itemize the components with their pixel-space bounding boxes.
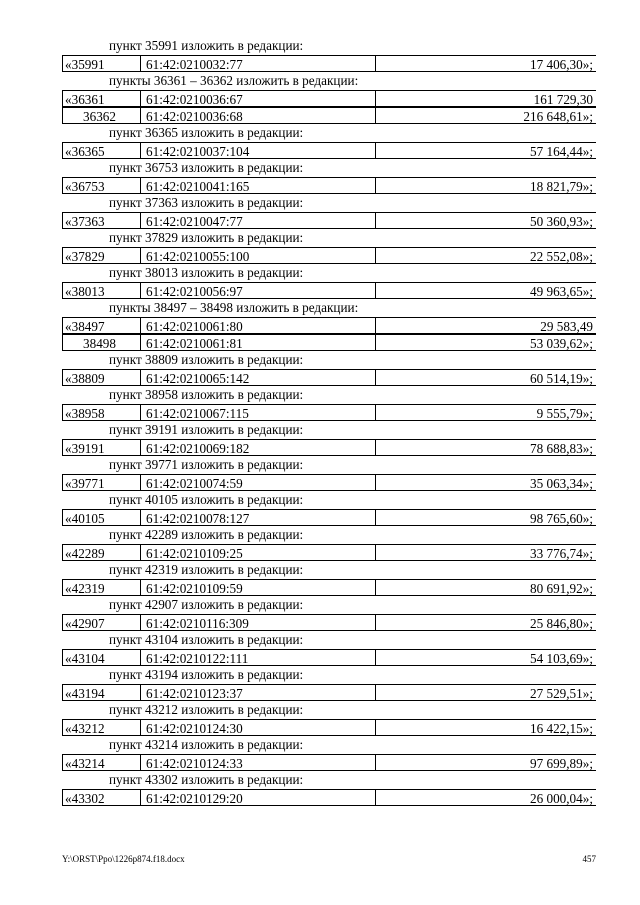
amount-cell: 53 039,62»; — [375, 335, 596, 350]
item-number-cell: «42907 — [62, 615, 140, 630]
cadastral-number-cell: 61:42:0210123:37 — [140, 685, 375, 700]
cadastral-number-cell: 61:42:0210061:81 — [140, 335, 375, 350]
table-row — [62, 614, 596, 631]
table-row — [62, 247, 596, 264]
amount-cell: 50 360,93»; — [375, 213, 596, 228]
section-header: пункты 36361 – 36362 изложить в редакции: — [109, 73, 359, 88]
item-number-cell: «43212 — [62, 720, 140, 735]
item-number-cell: «36753 — [62, 178, 140, 193]
item-number-cell: «40105 — [62, 510, 140, 525]
section-header: пункт 42319 изложить в редакции: — [109, 562, 304, 577]
item-number-cell: 38498 — [62, 335, 140, 350]
amount-cell: 216 648,61»; — [375, 108, 596, 123]
amount-cell: 25 846,80»; — [375, 615, 596, 630]
cadastral-number-cell: 61:42:0210067:115 — [140, 405, 375, 420]
section-header: пункт 39191 изложить в редакции: — [109, 422, 304, 437]
amendment-section — [62, 421, 596, 456]
amendment-section — [62, 666, 596, 701]
table-row — [62, 474, 596, 491]
cadastral-number-cell: 61:42:0210124:30 — [140, 720, 375, 735]
amount-cell: 18 821,79»; — [375, 178, 596, 193]
item-number-cell: «36365 — [62, 143, 140, 158]
table-row — [62, 90, 596, 107]
item-number-cell: «43214 — [62, 755, 140, 770]
item-number-cell: «39191 — [62, 440, 140, 455]
section-header: пункт 35991 изложить в редакции: — [109, 38, 304, 53]
section-header: пункты 38497 – 38498 изложить в редакции: — [109, 300, 359, 315]
amount-cell: 22 552,08»; — [375, 248, 596, 263]
table-row — [62, 369, 596, 386]
table-row — [62, 754, 596, 771]
amount-cell: 57 164,44»; — [375, 143, 596, 158]
page-number: 457 — [582, 854, 596, 864]
amendment-section — [62, 124, 596, 159]
section-header: пункт 40105 изложить в редакции: — [109, 492, 304, 507]
amendment-section — [62, 526, 596, 561]
section-header: пункт 38809 изложить в редакции: — [109, 352, 304, 367]
cadastral-number-cell: 61:42:0210065:142 — [140, 370, 375, 385]
section-header: пункт 36365 изложить в редакции: — [109, 125, 304, 140]
table-row — [62, 544, 596, 561]
amendment-section — [62, 386, 596, 421]
cadastral-number-cell: 61:42:0210056:97 — [140, 283, 375, 298]
cadastral-number-cell: 61:42:0210041:165 — [140, 178, 375, 193]
section-header: пункт 36753 изложить в редакции: — [109, 160, 304, 175]
table-row — [62, 142, 596, 159]
amendment-section — [62, 771, 596, 806]
table-row — [62, 212, 596, 229]
amendment-section — [62, 264, 596, 299]
amount-cell: 27 529,51»; — [375, 685, 596, 700]
amendment-section — [62, 351, 596, 386]
cadastral-number-cell: 61:42:0210124:33 — [140, 755, 375, 770]
page-footer — [62, 854, 596, 864]
amount-cell: 33 776,74»; — [375, 545, 596, 560]
cadastral-number-cell: 61:42:0210055:100 — [140, 248, 375, 263]
cadastral-number-cell: 61:42:0210032:77 — [140, 56, 375, 71]
item-number-cell: «43104 — [62, 650, 140, 665]
table-row — [62, 579, 596, 596]
item-number-cell: 36362 — [62, 108, 140, 123]
item-number-cell: «36361 — [62, 91, 140, 106]
item-number-cell: «42319 — [62, 580, 140, 595]
table-row — [62, 404, 596, 421]
item-number-cell: «42289 — [62, 545, 140, 560]
document-body — [62, 37, 596, 806]
table-row — [62, 317, 596, 334]
amount-cell: 97 699,89»; — [375, 755, 596, 770]
table-row — [62, 649, 596, 666]
table-row — [62, 282, 596, 299]
amount-cell: 54 103,69»; — [375, 650, 596, 665]
section-header: пункт 39771 изложить в редакции: — [109, 457, 304, 472]
table-row — [62, 334, 596, 351]
section-header: пункт 42907 изложить в редакции: — [109, 597, 304, 612]
amendment-section — [62, 631, 596, 666]
cadastral-number-cell: 61:42:0210109:59 — [140, 580, 375, 595]
amendment-section — [62, 596, 596, 631]
cadastral-number-cell: 61:42:0210074:59 — [140, 475, 375, 490]
amendment-section — [62, 229, 596, 264]
amount-cell: 60 514,19»; — [375, 370, 596, 385]
section-header: пункт 43104 изложить в редакции: — [109, 632, 304, 647]
cadastral-number-cell: 61:42:0210061:80 — [140, 318, 375, 333]
amount-cell: 49 963,65»; — [375, 283, 596, 298]
item-number-cell: «38497 — [62, 318, 140, 333]
item-number-cell: «35991 — [62, 56, 140, 71]
amount-cell: 16 422,15»; — [375, 720, 596, 735]
cadastral-number-cell: 61:42:0210069:182 — [140, 440, 375, 455]
section-header: пункт 43302 изложить в редакции: — [109, 772, 304, 787]
cadastral-number-cell: 61:42:0210047:77 — [140, 213, 375, 228]
amount-cell: 29 583,49 — [375, 318, 596, 333]
amendment-section — [62, 456, 596, 491]
item-number-cell: «38958 — [62, 405, 140, 420]
table-row — [62, 107, 596, 124]
file-path: Y:\ORST\Ppo\1226p874.f18.docx — [62, 854, 185, 864]
amendment-section — [62, 37, 596, 72]
cadastral-number-cell: 61:42:0210122:111 — [140, 650, 375, 665]
amount-cell: 78 688,83»; — [375, 440, 596, 455]
table-row — [62, 177, 596, 194]
amendment-section — [62, 194, 596, 229]
cadastral-number-cell: 61:42:0210037:104 — [140, 143, 375, 158]
section-header: пункт 37363 изложить в редакции: — [109, 195, 304, 210]
item-number-cell: «43302 — [62, 790, 140, 805]
cadastral-number-cell: 61:42:0210109:25 — [140, 545, 375, 560]
amendment-section — [62, 72, 596, 124]
item-number-cell: «37363 — [62, 213, 140, 228]
cadastral-number-cell: 61:42:0210036:68 — [140, 108, 375, 123]
section-header: пункт 38958 изложить в редакции: — [109, 387, 304, 402]
cadastral-number-cell: 61:42:0210078:127 — [140, 510, 375, 525]
amendment-section — [62, 299, 596, 351]
section-header: пункт 37829 изложить в редакции: — [109, 230, 304, 245]
table-row — [62, 439, 596, 456]
amount-cell: 98 765,60»; — [375, 510, 596, 525]
section-header: пункт 43194 изложить в редакции: — [109, 667, 304, 682]
amount-cell: 80 691,92»; — [375, 580, 596, 595]
amendment-section — [62, 491, 596, 526]
amount-cell: 26 000,04»; — [375, 790, 596, 805]
item-number-cell: «39771 — [62, 475, 140, 490]
cadastral-number-cell: 61:42:0210116:309 — [140, 615, 375, 630]
item-number-cell: «38809 — [62, 370, 140, 385]
table-row — [62, 684, 596, 701]
table-row — [62, 789, 596, 806]
cadastral-number-cell: 61:42:0210129:20 — [140, 790, 375, 805]
item-number-cell: «38013 — [62, 283, 140, 298]
section-header: пункт 43212 изложить в редакции: — [109, 702, 304, 717]
table-row — [62, 509, 596, 526]
amendment-section — [62, 159, 596, 194]
amendment-section — [62, 736, 596, 771]
amount-cell: 161 729,30 — [375, 91, 596, 106]
table-row — [62, 55, 596, 72]
item-number-cell: «37829 — [62, 248, 140, 263]
table-row — [62, 719, 596, 736]
item-number-cell: «43194 — [62, 685, 140, 700]
cadastral-number-cell: 61:42:0210036:67 — [140, 91, 375, 106]
section-header: пункт 42289 изложить в редакции: — [109, 527, 304, 542]
amount-cell: 17 406,30»; — [375, 56, 596, 71]
amount-cell: 9 555,79»; — [375, 405, 596, 420]
section-header: пункт 43214 изложить в редакции: — [109, 737, 304, 752]
section-header: пункт 38013 изложить в редакции: — [109, 265, 304, 280]
amendment-section — [62, 561, 596, 596]
amount-cell: 35 063,34»; — [375, 475, 596, 490]
amendment-section — [62, 701, 596, 736]
